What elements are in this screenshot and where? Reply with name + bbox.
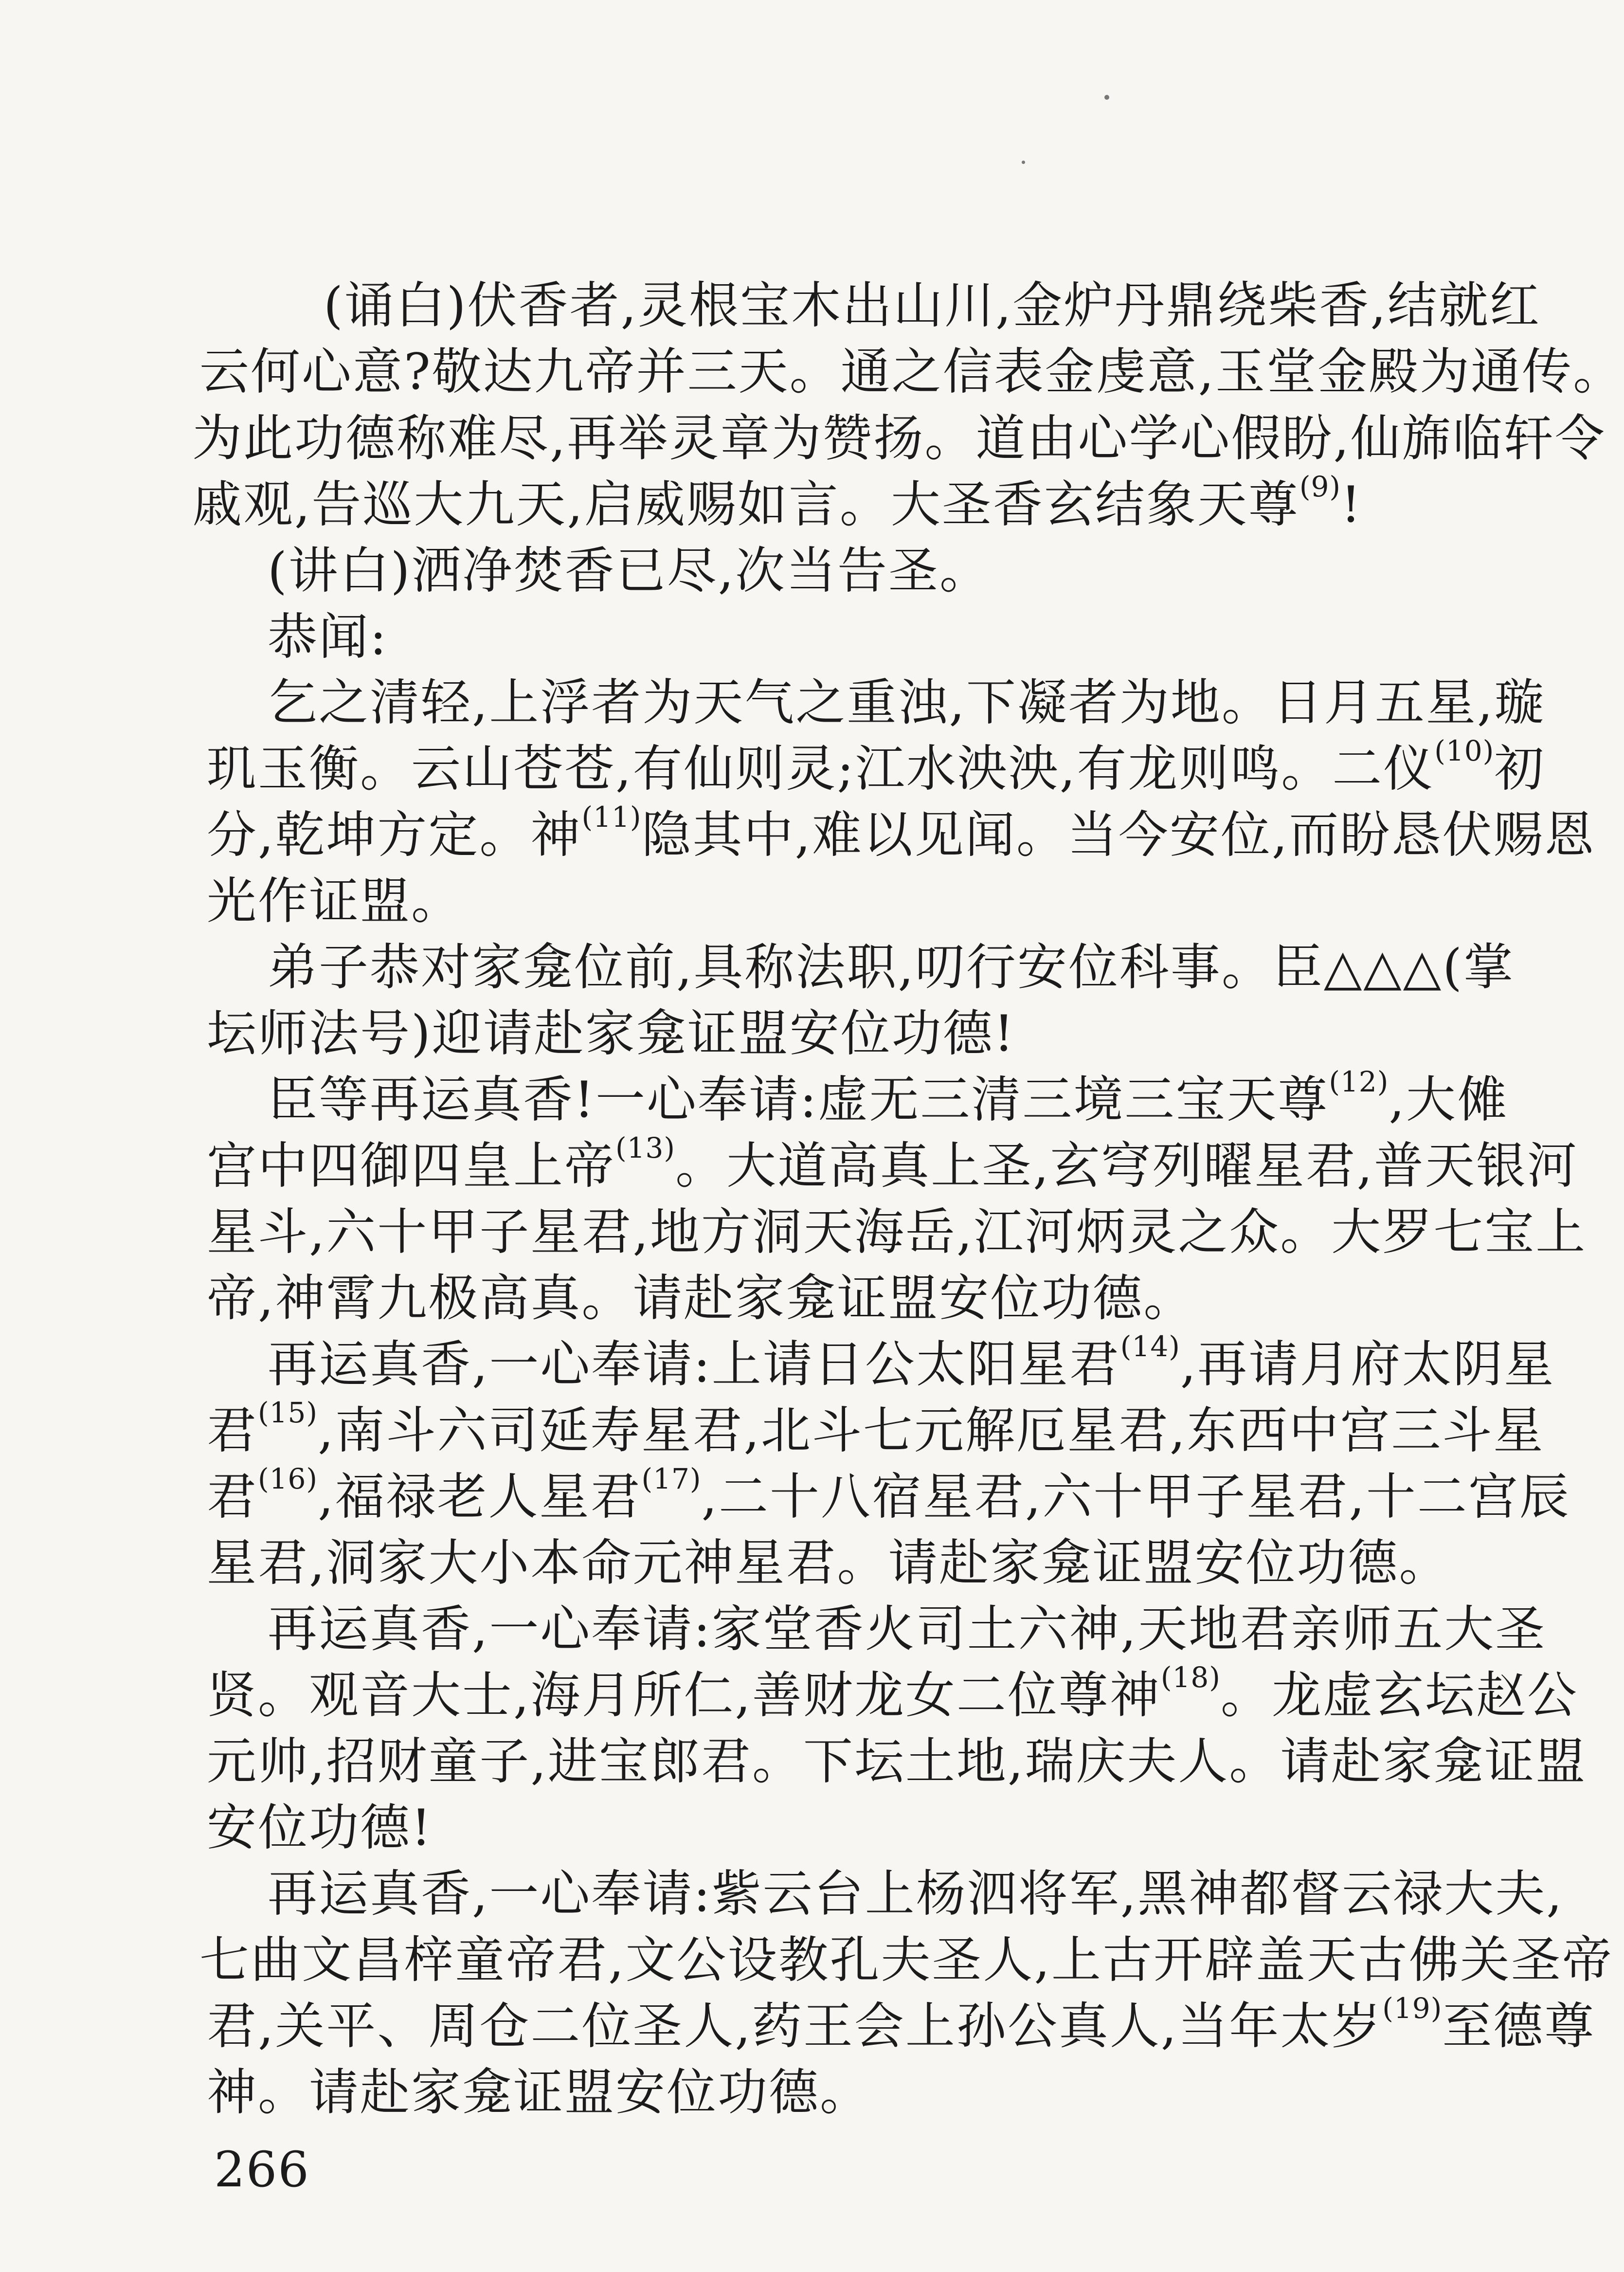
line-text-mid: ,福禄老人星君: [318, 1468, 642, 1526]
line-text: 帝,神霄九极高真。请赴家龛证盟安位功德。: [207, 1270, 1195, 1327]
text-line: [207, 734, 1546, 798]
line-text-tail: ,南斗六司延寿星君,北斗七元解厄星君,东西中宫三斗星: [318, 1402, 1545, 1460]
line-text: 七曲文昌梓童帝君,文公设教孔夫圣人,上古开辟盖天古佛关圣帝: [199, 1931, 1613, 1989]
text-line: [207, 1462, 1570, 1526]
line-text: (诵白)伏香者,灵根宝木出山川,金炉丹鼎绕柴香,结就红: [324, 277, 1541, 335]
line-text: 宫中四御四皇上帝: [207, 1137, 615, 1195]
line-text: 再运真香,一心奉请:上请日公太阳星君: [268, 1336, 1120, 1394]
line-text-tail: ,大傩: [1389, 1071, 1508, 1129]
text-line: [207, 1203, 1587, 1261]
text-line: [199, 1931, 1613, 1989]
line-text: 云何心意?敬达九帝并三天。通之信表金虔意,玉堂金殿为通传。: [199, 343, 1624, 401]
footnote-marker: (19): [1382, 1992, 1443, 2025]
footnote-marker: (18): [1160, 1661, 1221, 1694]
footnote-marker: (13): [615, 1131, 676, 1164]
scan-speck: [1104, 95, 1109, 100]
line-text: 光作证盟。: [207, 872, 462, 930]
text-line: [207, 1661, 1578, 1725]
line-text: 贤。观音大士,海月所仁,善财龙女二位尊神: [207, 1667, 1161, 1725]
scan-speck: [1022, 161, 1025, 164]
footnote-marker: (17): [641, 1462, 702, 1495]
footnote-marker: (15): [258, 1396, 318, 1429]
text-line: [207, 1992, 1596, 2055]
text-line: [268, 542, 991, 600]
line-text: 再运真香,一心奉请:紫云台上杨泗将军,黑神都督云禄大夫,: [268, 1865, 1564, 1923]
text-line: [268, 674, 1546, 732]
text-line: [207, 1270, 1195, 1327]
text-line: [207, 1733, 1587, 1791]
footnote-marker: (14): [1120, 1330, 1180, 1363]
text-line: [268, 1865, 1564, 1923]
line-text: 元帅,招财童子,进宝郎君。下坛土地,瑞庆夫人。请赴家龛证盟: [207, 1733, 1587, 1791]
text-line: [192, 410, 1606, 468]
text-line: [324, 277, 1541, 335]
text-line: [207, 800, 1596, 864]
footnote-marker: (10): [1434, 734, 1495, 767]
line-text-tail: 至德尊: [1442, 1998, 1596, 2055]
page-number: 266: [214, 2141, 310, 2198]
section-heading: [268, 608, 388, 666]
line-text: 乞之清轻,上浮者为天气之重浊,下凝者为地。日月五星,璇: [268, 674, 1546, 732]
line-text: 星斗,六十甲子星君,地方洞天海岳,江河炳灵之众。大罗七宝上: [207, 1203, 1587, 1261]
line-text-tail: 初: [1494, 740, 1546, 798]
text-line: [207, 1131, 1578, 1195]
text-line: [199, 343, 1624, 401]
line-text: 神。请赴家龛证盟安位功德。: [207, 2064, 871, 2122]
line-text: (讲白)洒净焚香已尽,次当告圣。: [268, 542, 991, 600]
line-text: 为此功德称难尽,再举灵章为赞扬。道由心学心假盼,仙旆临轩令: [192, 410, 1606, 468]
line-text-tail: 。大道高真上圣,玄穹列曜星君,普天银河: [675, 1137, 1578, 1195]
footnote-marker: (16): [258, 1462, 318, 1495]
line-text: 戚观,告巡大九天,启威赐如言。大圣香玄结象天尊: [192, 476, 1299, 534]
text-line: [207, 1799, 433, 1857]
footnote-marker: (9): [1299, 470, 1341, 503]
line-text: 恭闻:: [268, 608, 388, 666]
text-line: [207, 1005, 1015, 1063]
line-text: 坛师法号)迎请赴家龛证盟安位功德!: [207, 1005, 1015, 1063]
line-text: 君,关平、周仓二位圣人,药王会上孙公真人,当年太岁: [207, 1998, 1383, 2055]
line-text-tail: ,二十八宿星君,六十甲子星君,十二宫辰: [701, 1468, 1570, 1526]
text-line: [207, 872, 462, 930]
footnote-marker: (11): [581, 800, 642, 834]
line-text-tail: !: [1341, 476, 1363, 534]
text-line: [207, 1396, 1545, 1460]
text-line: [268, 939, 1515, 997]
line-text-tail: 隐其中,难以见闻。当今安位,而盼恳伏赐恩: [641, 806, 1596, 864]
text-line: [207, 2064, 871, 2122]
text-line: [268, 1330, 1555, 1394]
line-text: 星君,洞家大小本命元神星君。请赴家龛证盟安位功德。: [207, 1534, 1450, 1592]
line-text: 弟子恭对家龛位前,具称法职,叨行安位科事。臣△△△(掌: [268, 939, 1515, 997]
line-text: 分,乾坤方定。神: [207, 806, 582, 864]
line-text: 君: [207, 1402, 258, 1460]
text-line: [192, 470, 1363, 534]
line-text: 君: [207, 1468, 258, 1526]
line-text: 再运真香,一心奉请:家堂香火司土六神,天地君亲师五大圣: [268, 1600, 1547, 1658]
text-line: [268, 1600, 1547, 1658]
line-text-tail: ,再请月府太阴星: [1180, 1336, 1555, 1394]
line-text: 安位功德!: [207, 1799, 433, 1857]
text-line: [268, 1065, 1508, 1129]
line-text: 玑玉衡。云山苍苍,有仙则灵;江水泱泱,有龙则鸣。二仪: [207, 740, 1435, 798]
footnote-marker: (12): [1329, 1065, 1389, 1098]
line-text: 臣等再运真香!一心奉请:虚无三清三境三宝天尊: [268, 1071, 1329, 1129]
text-line: [207, 1534, 1450, 1592]
line-text-tail: 。龙虚玄坛赵公: [1220, 1667, 1578, 1725]
